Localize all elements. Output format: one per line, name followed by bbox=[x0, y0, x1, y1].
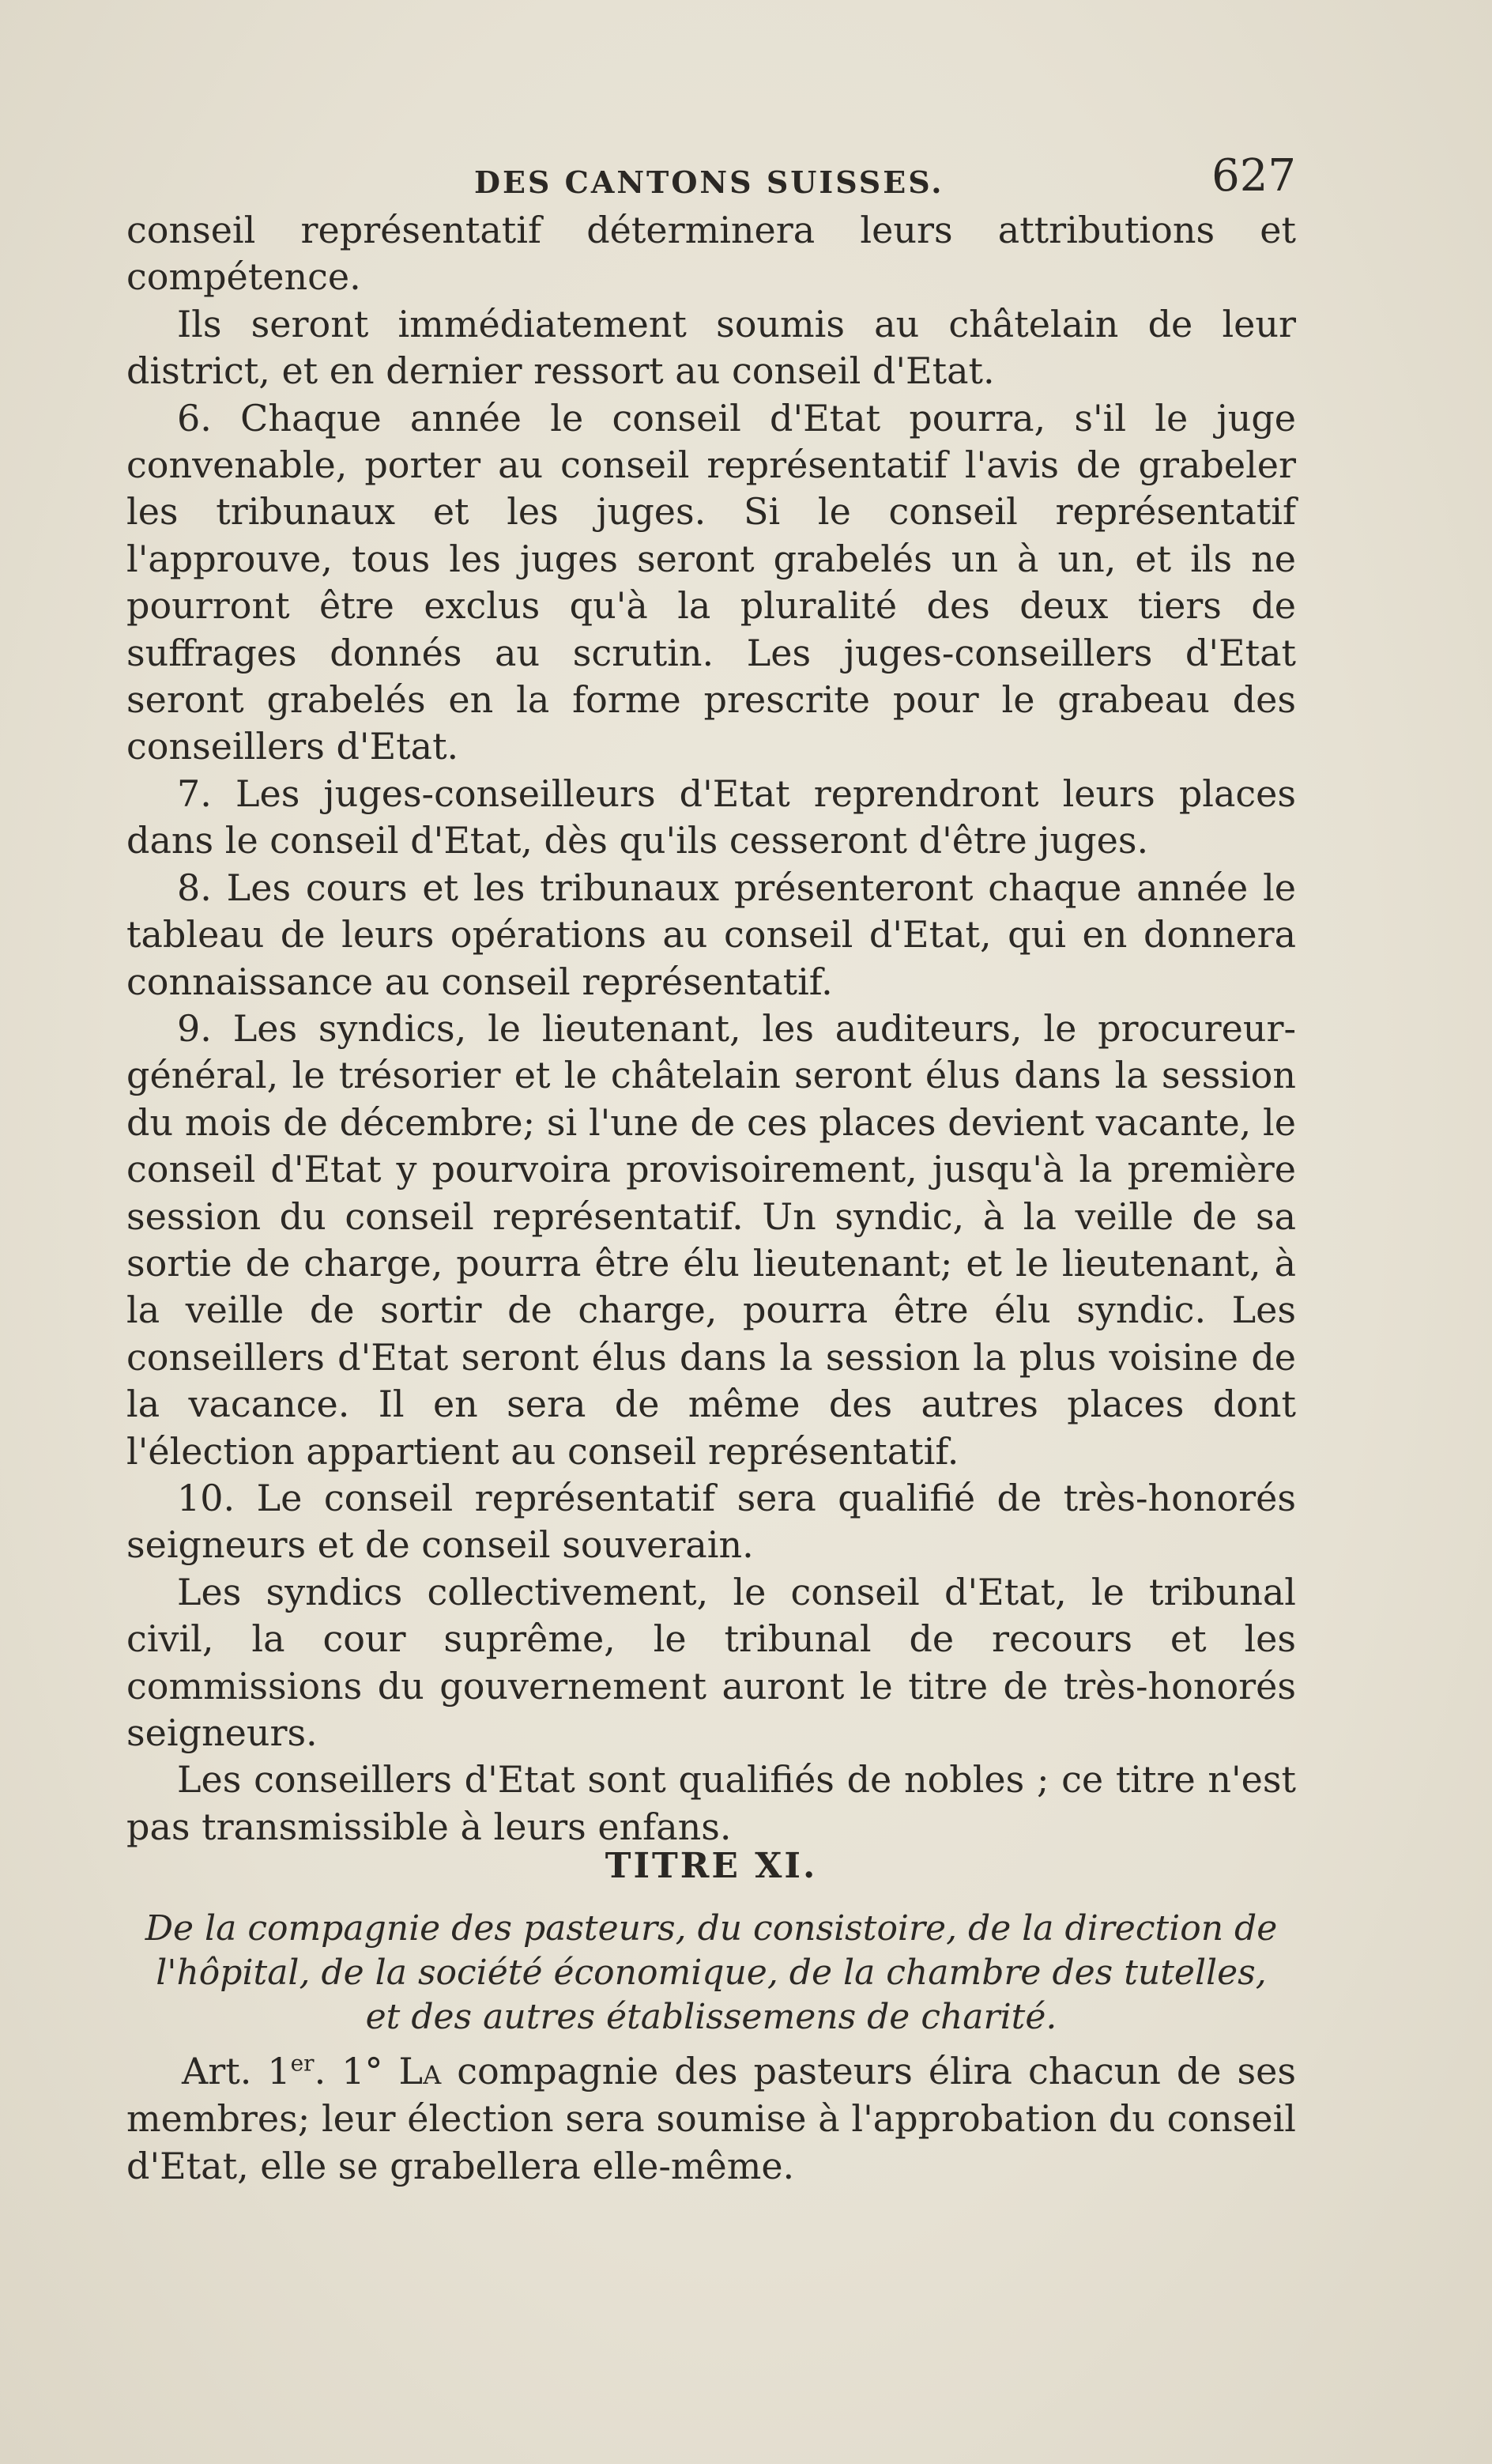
section-subtitle: De la compagnie des pasteurs, du consistoire, de la direction de l'hôpital, de la société économique, de la chambre des tutelles, et des autres établissemens de charité. bbox=[145, 1908, 1278, 2037]
running-head: DES CANTONS SUISSES. bbox=[474, 164, 944, 200]
page-header bbox=[126, 150, 1296, 206]
paragraph-article-7: 7. Les juges-conseilleurs d'Etat reprendront leurs places dans le conseil d'Etat, dès qu'ils cesseront d'être juges. bbox=[126, 772, 1296, 862]
paragraph-article-6: 6. Chaque année le conseil d'Etat pourra, s'il le juge convenable, porter au conseil représentatif l'avis de grabeler les tribunaux et les juges. Si le conseil représentatif l'approuve, tous les juges seront grabelés un à un, et ils ne pourront être exclus qu'à la pluralité des deux tiers de suffrages donnés au scrutin. Les juges-conseillers d'Etat seront grabelés en la forme prescrite pour le grabeau des conseillers d'Etat. bbox=[126, 396, 1296, 768]
section-heading bbox=[126, 1846, 1296, 2039]
paragraph: Les syndics collectivement, le conseil d'Etat, le tribunal civil, la cour suprême, le tribunal de recours et les commissions du gouvernement auront le titre de très-honorés seigneurs. bbox=[126, 1570, 1296, 1754]
article-first-word: La bbox=[398, 2050, 442, 2092]
article-prefix: Art. 1 bbox=[182, 2050, 291, 2092]
body-text bbox=[126, 207, 1296, 1851]
paragraph-article-9: 9. Les syndics, le lieutenant, les auditeurs, le procureur-général, le trésorier et le châtelain seront élus dans la session du mois de décembre; si l'une de ces places devient vacante, le conseil d'Etat y pourvoira provisoirement, jusqu'à la première session du conseil représentatif. Un syndic, à la veille de sa sortie de charge, pourra être élu lieutenant; et le lieutenant, à la veille de sortir de charge, pourra être élu syndic. Les conseillers d'Etat seront élus dans la session la plus voisine de la vacance. Il en sera de même des autres places dont l'élection appartient au conseil représentatif. bbox=[126, 1006, 1296, 1473]
paragraph: Ils seront immédiatement soumis au châtelain de leur district, et en dernier ressort au conseil d'Etat. bbox=[126, 302, 1296, 393]
page-number: 627 bbox=[1211, 150, 1296, 202]
article-1 bbox=[126, 2047, 1296, 2190]
paragraph: Les conseillers d'Etat sont qualifiés de nobles ; ce titre n'est pas transmissible à leurs enfans. bbox=[126, 1758, 1296, 1848]
article-number: . 1° bbox=[314, 2050, 399, 2092]
article-text: compagnie des pasteurs élira chacun de ses membres; leur élection sera soumise à l'approbation du conseil d'Etat, elle se grabellera elle-même. bbox=[126, 2050, 1296, 2187]
paragraph-article-10: 10. Le conseil représentatif sera qualifié de très-honorés seigneurs et de conseil souverain. bbox=[126, 1476, 1296, 1567]
section-title: TITRE XI. bbox=[605, 1846, 818, 1886]
paragraph-article-8: 8. Les cours et les tribunaux présenteront chaque année le tableau de leurs opérations au conseil d'Etat, qui en donnera connaissance au conseil représentatif. bbox=[126, 866, 1296, 1003]
paragraph: conseil représentatif déterminera leurs attributions et compétence. bbox=[126, 209, 1296, 299]
article-prefix-superscript: er bbox=[290, 2050, 315, 2077]
